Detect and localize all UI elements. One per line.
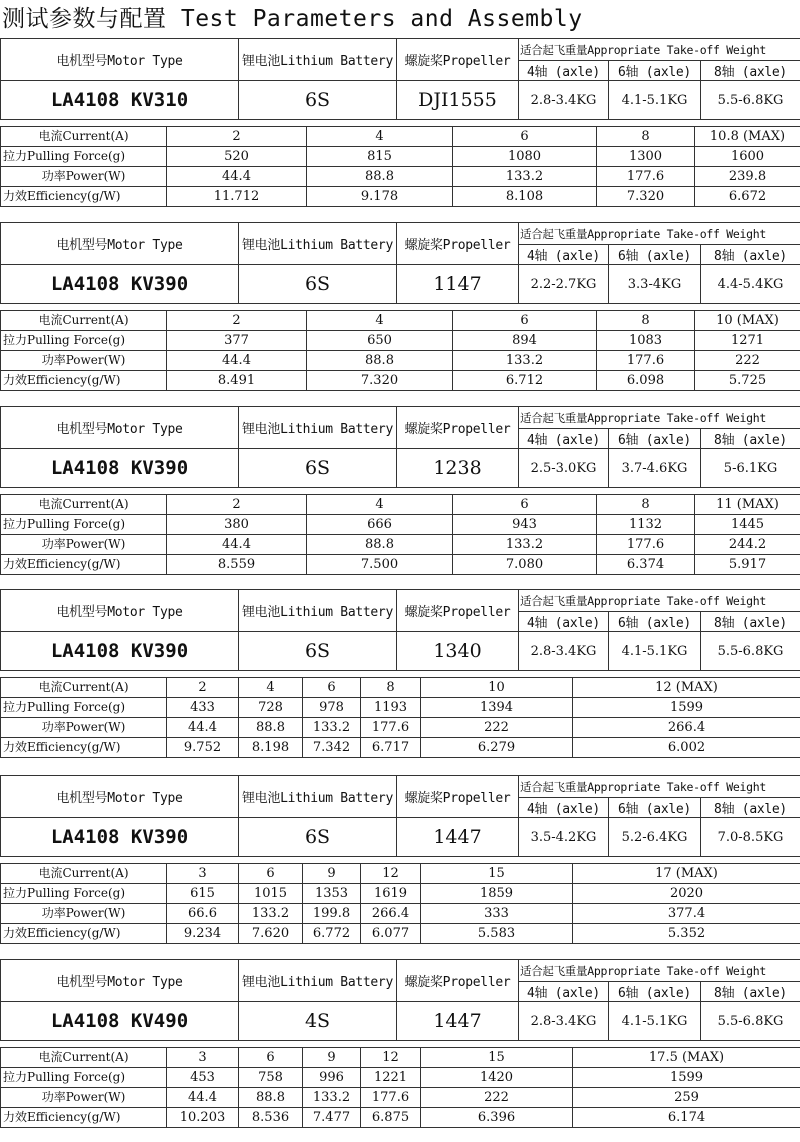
axle8-header: 8轴 (axle) [701,429,800,449]
current-cell: 2 [167,495,307,515]
motor-block [0,38,800,207]
power-cell: 44.4 [167,535,307,555]
table-row-efficiency [1,1108,800,1128]
table-row-power [1,535,800,555]
force-cell: 1600 [695,147,800,167]
power-cell: 133.2 [303,1088,361,1108]
table-row-efficiency [1,187,800,207]
current-cell: 15 [421,1048,573,1068]
efficiency-cell: 8.491 [167,371,307,391]
takeoff-axle6: 4.1-5.1KG [609,81,701,120]
efficiency-cell: 5.583 [421,924,573,944]
efficiency-cell: 7.320 [307,371,453,391]
power-cell: 133.2 [303,718,361,738]
table-row-current [1,864,800,884]
efficiency-cell: 7.500 [307,555,453,575]
efficiency-cell: 9.178 [307,187,453,207]
propeller-value: 1238 [397,449,519,488]
table-row-efficiency [1,555,800,575]
power-cell: 66.6 [167,904,239,924]
propeller-header: 螺旋桨Propeller [397,960,519,1002]
current-cell: 8 [597,311,695,331]
current-row-label: 电流Current(A) [1,311,167,331]
current-cell: 6 [453,495,597,515]
motor-spec-table [0,222,800,304]
force-row-label: 拉力Pulling Force(g) [1,147,167,167]
motor-type-header: 电机型号Motor Type [1,776,239,818]
efficiency-row-label: 力效Efficiency(g/W) [1,187,167,207]
motor-spec-table [0,406,800,488]
efficiency-row-label: 力效Efficiency(g/W) [1,738,167,758]
battery-value: 4S [239,1002,397,1041]
table-row-power [1,1088,800,1108]
table-row-force [1,331,800,351]
takeoff-axle6: 3.7-4.6KG [609,449,701,488]
table-row-efficiency [1,371,800,391]
force-cell: 433 [167,698,239,718]
force-cell: 1193 [361,698,421,718]
takeoff-weight-header: 适合起飞重量Appropriate Take-off Weight [519,39,800,61]
power-cell: 133.2 [453,351,597,371]
current-cell: 3 [167,1048,239,1068]
axle8-header: 8轴 (axle) [701,798,800,818]
axle6-header: 6轴 (axle) [609,245,701,265]
takeoff-axle4: 2.2-2.7KG [519,265,609,304]
table-row-efficiency [1,738,800,758]
battery-header: 锂电池Lithium Battery [239,590,397,632]
efficiency-cell: 6.002 [573,738,800,758]
efficiency-cell: 8.536 [239,1108,303,1128]
force-cell: 1080 [453,147,597,167]
axle8-header: 8轴 (axle) [701,61,800,81]
takeoff-axle8: 7.0-8.5KG [701,818,800,857]
table-row-force [1,698,800,718]
power-cell: 88.8 [239,718,303,738]
table-row-current [1,678,800,698]
force-cell: 1083 [597,331,695,351]
force-cell: 1420 [421,1068,573,1088]
efficiency-row-label: 力效Efficiency(g/W) [1,555,167,575]
performance-table [0,863,800,944]
power-cell: 377.4 [573,904,800,924]
current-row-label: 电流Current(A) [1,864,167,884]
force-row-label: 拉力Pulling Force(g) [1,515,167,535]
efficiency-cell: 7.080 [453,555,597,575]
current-cell: 9 [303,1048,361,1068]
efficiency-cell: 6.772 [303,924,361,944]
efficiency-cell: 6.374 [597,555,695,575]
current-cell: 6 [239,864,303,884]
current-cell: 6 [239,1048,303,1068]
takeoff-weight-header: 适合起飞重量Appropriate Take-off Weight [519,960,800,982]
force-cell: 1300 [597,147,695,167]
propeller-value: DJI1555 [397,81,519,120]
force-cell: 1353 [303,884,361,904]
axle6-header: 6轴 (axle) [609,61,701,81]
axle4-header: 4轴 (axle) [519,61,609,81]
axle4-header: 4轴 (axle) [519,798,609,818]
power-cell: 133.2 [453,167,597,187]
battery-header: 锂电池Lithium Battery [239,960,397,1002]
performance-table [0,310,800,391]
table-row-force [1,515,800,535]
motor-block [0,222,800,391]
current-cell: 17.5 (MAX) [573,1048,800,1068]
force-row-label: 拉力Pulling Force(g) [1,698,167,718]
motor-spec-table [0,775,800,857]
current-cell: 4 [307,495,453,515]
current-cell: 10.8 (MAX) [695,127,800,147]
takeoff-axle6: 5.2-6.4KG [609,818,701,857]
propeller-header: 螺旋桨Propeller [397,407,519,449]
power-cell: 222 [695,351,800,371]
table-row-efficiency [1,924,800,944]
power-cell: 222 [421,1088,573,1108]
force-cell: 1394 [421,698,573,718]
propeller-header: 螺旋桨Propeller [397,590,519,632]
motor-model: LA4108 KV390 [1,449,239,488]
takeoff-axle8: 5.5-6.8KG [701,632,800,671]
efficiency-cell: 6.077 [361,924,421,944]
power-cell: 133.2 [239,904,303,924]
efficiency-cell: 5.917 [695,555,800,575]
table-row-power [1,351,800,371]
battery-header: 锂电池Lithium Battery [239,407,397,449]
efficiency-cell: 9.752 [167,738,239,758]
force-cell: 615 [167,884,239,904]
power-cell: 177.6 [361,718,421,738]
axle8-header: 8轴 (axle) [701,245,800,265]
efficiency-cell: 8.198 [239,738,303,758]
table-row-power [1,904,800,924]
battery-value: 6S [239,265,397,304]
force-cell: 815 [307,147,453,167]
efficiency-cell: 6.875 [361,1108,421,1128]
axle6-header: 6轴 (axle) [609,429,701,449]
power-cell: 177.6 [361,1088,421,1108]
table-row-force [1,147,800,167]
takeoff-axle8: 5.5-6.8KG [701,1002,800,1041]
efficiency-cell: 6.672 [695,187,800,207]
battery-header: 锂电池Lithium Battery [239,776,397,818]
force-cell: 1619 [361,884,421,904]
power-cell: 266.4 [361,904,421,924]
propeller-value: 1340 [397,632,519,671]
current-cell: 8 [361,678,421,698]
performance-table [0,1047,800,1128]
force-cell: 650 [307,331,453,351]
takeoff-weight-header: 适合起飞重量Appropriate Take-off Weight [519,776,800,798]
power-row-label: 功率Power(W) [1,1088,167,1108]
current-cell: 2 [167,311,307,331]
propeller-value: 1447 [397,818,519,857]
force-cell: 2020 [573,884,800,904]
current-cell: 12 [361,1048,421,1068]
efficiency-cell: 6.712 [453,371,597,391]
power-cell: 88.8 [239,1088,303,1108]
power-cell: 44.4 [167,718,239,738]
force-cell: 1132 [597,515,695,535]
motor-spec-table [0,589,800,671]
current-cell: 6 [453,311,597,331]
performance-table [0,126,800,207]
current-cell: 3 [167,864,239,884]
power-cell: 177.6 [597,351,695,371]
axle4-header: 4轴 (axle) [519,982,609,1002]
motor-type-header: 电机型号Motor Type [1,407,239,449]
axle8-header: 8轴 (axle) [701,982,800,1002]
takeoff-axle8: 4.4-5.4KG [701,265,800,304]
axle6-header: 6轴 (axle) [609,982,701,1002]
current-row-label: 电流Current(A) [1,495,167,515]
current-cell: 6 [303,678,361,698]
motor-block [0,589,800,758]
performance-table [0,494,800,575]
force-cell: 380 [167,515,307,535]
motor-type-header: 电机型号Motor Type [1,590,239,632]
force-row-label: 拉力Pulling Force(g) [1,331,167,351]
current-cell: 15 [421,864,573,884]
efficiency-cell: 7.477 [303,1108,361,1128]
table-row-current [1,311,800,331]
force-cell: 1599 [573,698,800,718]
current-cell: 6 [453,127,597,147]
motor-type-header: 电机型号Motor Type [1,223,239,265]
battery-value: 6S [239,632,397,671]
table-row-power [1,718,800,738]
table-row-power [1,167,800,187]
table-row-current [1,1048,800,1068]
axle8-header: 8轴 (axle) [701,612,800,632]
power-cell: 199.8 [303,904,361,924]
axle6-header: 6轴 (axle) [609,612,701,632]
battery-header: 锂电池Lithium Battery [239,39,397,81]
power-cell: 44.4 [167,167,307,187]
current-cell: 10 (MAX) [695,311,800,331]
power-cell: 177.6 [597,167,695,187]
takeoff-axle4: 2.8-3.4KG [519,81,609,120]
efficiency-cell: 11.712 [167,187,307,207]
current-cell: 9 [303,864,361,884]
motor-model: LA4108 KV490 [1,1002,239,1041]
efficiency-cell: 7.342 [303,738,361,758]
battery-value: 6S [239,449,397,488]
motor-type-header: 电机型号Motor Type [1,960,239,1002]
motor-spec-table [0,38,800,120]
battery-value: 6S [239,81,397,120]
motor-model: LA4108 KV390 [1,632,239,671]
axle6-header: 6轴 (axle) [609,798,701,818]
current-row-label: 电流Current(A) [1,127,167,147]
force-cell: 1445 [695,515,800,535]
efficiency-cell: 8.559 [167,555,307,575]
force-cell: 1859 [421,884,573,904]
power-cell: 239.8 [695,167,800,187]
current-row-label: 电流Current(A) [1,1048,167,1068]
efficiency-cell: 5.725 [695,371,800,391]
efficiency-cell: 6.098 [597,371,695,391]
table-row-force [1,1068,800,1088]
efficiency-cell: 7.320 [597,187,695,207]
power-row-label: 功率Power(W) [1,718,167,738]
table-row-current [1,495,800,515]
efficiency-cell: 6.279 [421,738,573,758]
axle4-header: 4轴 (axle) [519,429,609,449]
efficiency-cell: 9.234 [167,924,239,944]
takeoff-axle8: 5-6.1KG [701,449,800,488]
takeoff-weight-header: 适合起飞重量Appropriate Take-off Weight [519,590,800,612]
force-cell: 1015 [239,884,303,904]
efficiency-row-label: 力效Efficiency(g/W) [1,1108,167,1128]
force-cell: 377 [167,331,307,351]
efficiency-cell: 10.203 [167,1108,239,1128]
efficiency-row-label: 力效Efficiency(g/W) [1,924,167,944]
propeller-header: 螺旋桨Propeller [397,776,519,818]
power-row-label: 功率Power(W) [1,904,167,924]
force-cell: 1271 [695,331,800,351]
power-row-label: 功率Power(W) [1,351,167,371]
motor-model: LA4108 KV310 [1,81,239,120]
force-cell: 996 [303,1068,361,1088]
force-cell: 666 [307,515,453,535]
force-row-label: 拉力Pulling Force(g) [1,884,167,904]
force-cell: 520 [167,147,307,167]
takeoff-axle4: 2.8-3.4KG [519,1002,609,1041]
power-cell: 333 [421,904,573,924]
current-cell: 2 [167,127,307,147]
power-cell: 259 [573,1088,800,1108]
force-cell: 1221 [361,1068,421,1088]
motor-spec-table [0,959,800,1041]
efficiency-cell: 6.174 [573,1108,800,1128]
axle4-header: 4轴 (axle) [519,245,609,265]
force-cell: 728 [239,698,303,718]
force-cell: 1599 [573,1068,800,1088]
power-cell: 266.4 [573,718,800,738]
current-cell: 4 [307,127,453,147]
power-row-label: 功率Power(W) [1,535,167,555]
propeller-value: 1147 [397,265,519,304]
table-row-force [1,884,800,904]
current-cell: 12 (MAX) [573,678,800,698]
force-cell: 894 [453,331,597,351]
takeoff-axle6: 3.3-4KG [609,265,701,304]
table-row-current [1,127,800,147]
power-cell: 44.4 [167,1088,239,1108]
current-cell: 4 [239,678,303,698]
efficiency-cell: 6.717 [361,738,421,758]
battery-value: 6S [239,818,397,857]
power-cell: 133.2 [453,535,597,555]
power-cell: 244.2 [695,535,800,555]
takeoff-axle8: 5.5-6.8KG [701,81,800,120]
takeoff-weight-header: 适合起飞重量Appropriate Take-off Weight [519,407,800,429]
current-cell: 2 [167,678,239,698]
takeoff-axle4: 2.5-3.0KG [519,449,609,488]
efficiency-cell: 7.620 [239,924,303,944]
motor-block [0,959,800,1128]
current-cell: 4 [307,311,453,331]
page-title: 测试参数与配置 Test Parameters and Assembly [2,6,583,32]
motor-model: LA4108 KV390 [1,818,239,857]
efficiency-cell: 5.352 [573,924,800,944]
current-cell: 10 [421,678,573,698]
takeoff-axle6: 4.1-5.1KG [609,632,701,671]
current-cell: 8 [597,495,695,515]
axle4-header: 4轴 (axle) [519,612,609,632]
power-cell: 88.8 [307,351,453,371]
motor-model: LA4108 KV390 [1,265,239,304]
performance-table [0,677,800,758]
power-cell: 88.8 [307,167,453,187]
force-cell: 758 [239,1068,303,1088]
force-cell: 453 [167,1068,239,1088]
power-cell: 88.8 [307,535,453,555]
current-cell: 17 (MAX) [573,864,800,884]
takeoff-axle4: 2.8-3.4KG [519,632,609,671]
force-row-label: 拉力Pulling Force(g) [1,1068,167,1088]
current-cell: 12 [361,864,421,884]
power-cell: 44.4 [167,351,307,371]
battery-header: 锂电池Lithium Battery [239,223,397,265]
current-cell: 11 (MAX) [695,495,800,515]
takeoff-axle6: 4.1-5.1KG [609,1002,701,1041]
takeoff-axle4: 3.5-4.2KG [519,818,609,857]
motor-block [0,775,800,944]
power-cell: 222 [421,718,573,738]
propeller-header: 螺旋桨Propeller [397,223,519,265]
motor-type-header: 电机型号Motor Type [1,39,239,81]
efficiency-cell: 8.108 [453,187,597,207]
propeller-header: 螺旋桨Propeller [397,39,519,81]
motor-block [0,406,800,575]
power-row-label: 功率Power(W) [1,167,167,187]
current-cell: 8 [597,127,695,147]
efficiency-cell: 6.396 [421,1108,573,1128]
propeller-value: 1447 [397,1002,519,1041]
efficiency-row-label: 力效Efficiency(g/W) [1,371,167,391]
force-cell: 943 [453,515,597,535]
takeoff-weight-header: 适合起飞重量Appropriate Take-off Weight [519,223,800,245]
current-row-label: 电流Current(A) [1,678,167,698]
power-cell: 177.6 [597,535,695,555]
force-cell: 978 [303,698,361,718]
